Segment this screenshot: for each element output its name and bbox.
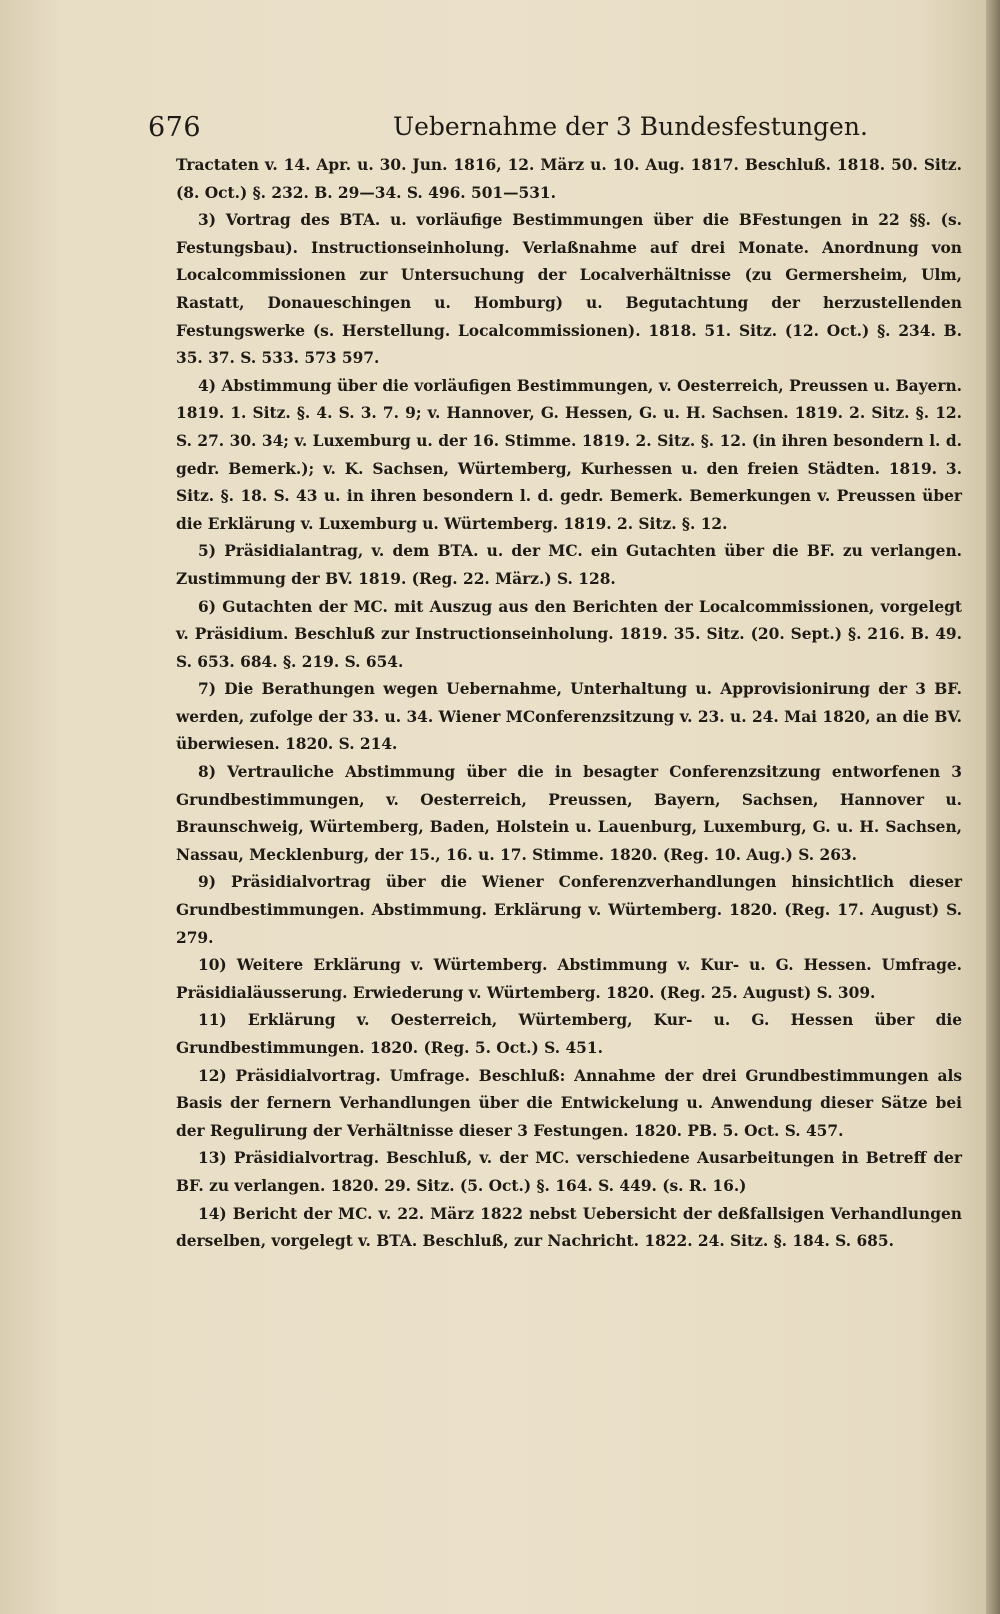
page-edge-shadow — [986, 0, 1000, 1614]
paragraph: 4) Abstimmung über die vorläufigen Bestimmungen, v. Oesterreich, Preussen u. Bayern. 1819. 1. Sitz. §. 4. S. 3. 7. 9; v. Hannover, G. Hessen, G. u. H. Sachsen. 1819. 2. Sitz. §. 12. S. 27. 30. 34; v. Luxemburg u. der 16. Stimme. 1819. 2. Sitz. §. 12. (in ihren besondern l. d. gedr. Bemerk.); v. K. Sachsen, Würtemberg, Kurhessen u. den freien Städten. 1819. 3. Sitz. §. 18. S. 43 u. in ihren besondern l. d. gedr. Bemerk. Bemerkungen v. Preussen über die Erklärung v. Luxemburg u. Würtemberg. 1819. 2. Sitz. §. 12. — [176, 376, 962, 533]
paragraph: 13) Präsidialvortrag. Beschluß, v. der MC. verschiedene Ausarbeitungen in Betreff der BF. zu verlangen. 1820. 29. Sitz. (5. Oct.) §. 164. S. 449. (s. R. 16.) — [176, 1149, 962, 1195]
paragraph: 6) Gutachten der MC. mit Auszug aus den Berichten der Localcommissionen, vorgelegt v. Präsidium. Beschluß zur Instructionseinholung. 1819. 35. Sitz. (20. Sept.) §. 216. B. 49. S. 653. 684. §. 219. S. 654. — [176, 597, 962, 671]
paragraph: 7) Die Berathungen wegen Uebernahme, Unterhaltung u. Approvisionirung der 3 BF. werden, zufolge der 33. u. 34. Wiener MConferenzsitzung v. 23. u. 24. Mai 1820, an die BV. überwiesen. 1820. S. 214. — [176, 680, 962, 754]
paragraph: Tractaten v. 14. Apr. u. 30. Jun. 1816, 12. März u. 10. Aug. 1817. Beschluß. 1818. 50. Sitz. (8. Oct.) §. 232. B. 29—34. S. 496. 501—531. — [176, 156, 962, 202]
body-text — [176, 152, 962, 1256]
running-head: Uebernahme der 3 Bundesfestungen. — [393, 112, 868, 141]
paragraph: 9) Präsidialvortrag über die Wiener Conferenzverhandlungen hinsichtlich dieser Grundbestimmungen. Abstimmung. Erklärung v. Würtemberg. 1820. (Reg. 17. August) S. 279. — [176, 873, 962, 947]
paragraph: 12) Präsidialvortrag. Umfrage. Beschluß: Annahme der drei Grundbestimmungen als Basis der fernern Verhandlungen über die Entwickelung u. Anwendung dieser Sätze bei der Regulirung der Verhältnisse dieser 3 Festungen. 1820. PB. 5. Oct. S. 457. — [176, 1066, 962, 1140]
paragraph: 5) Präsidialantrag, v. dem BTA. u. der MC. ein Gutachten über die BF. zu verlangen. Zustimmung der BV. 1819. (Reg. 22. März.) S. 128. — [176, 542, 962, 588]
paragraph: 14) Bericht der MC. v. 22. März 1822 nebst Uebersicht der deßfallsigen Verhandlungen derselben, vorgelegt v. BTA. Beschluß, zur Nachricht. 1822. 24. Sitz. §. 184. S. 685. — [176, 1204, 962, 1251]
page-header — [148, 108, 958, 152]
paragraph: 10) Weitere Erklärung v. Würtemberg. Abstimmung v. Kur- u. G. Hessen. Umfrage. Präsidialäusserung. Erwiederung v. Würtemberg. 1820. (Reg. 25. August) S. 309. — [176, 956, 962, 1002]
page-number: 676 — [148, 112, 202, 143]
paragraph: 3) Vortrag des BTA. u. vorläufige Bestimmungen über die BFestungen in 22 §§. (s. Festungsbau). Instructionseinholung. Verlaßnahme auf drei Monate. Anordnung von Localcommissionen zur Untersuchung der Localverhältnisse (zu Germersheim, Ulm, Rastatt, Donaueschingen u. Homburg) u. Begutachtung der herzustellenden Festungswerke (s. Herstellung. Localcommissionen). 1818. 51. Sitz. (12. Oct.) §. 234. B. 35. 37. S. 533. 573 597. — [176, 211, 962, 368]
paragraph: 8) Vertrauliche Abstimmung über die in besagter Conferenzsitzung entworfenen 3 Grundbestimmungen, v. Oesterreich, Preussen, Bayern, Sachsen, Hannover u. Braunschweig, Würtemberg, Baden, Holstein u. Lauenburg, Luxemburg, G. u. H. Sachsen, Nassau, Mecklenburg, der 15., 16. u. 17. Stimme. 1820. (Reg. 10. Aug.) S. 263. — [176, 763, 962, 864]
paragraph: 11) Erklärung v. Oesterreich, Würtemberg, Kur- u. G. Hessen über die Grundbestimmungen. 1820. (Reg. 5. Oct.) S. 451. — [176, 1011, 962, 1057]
